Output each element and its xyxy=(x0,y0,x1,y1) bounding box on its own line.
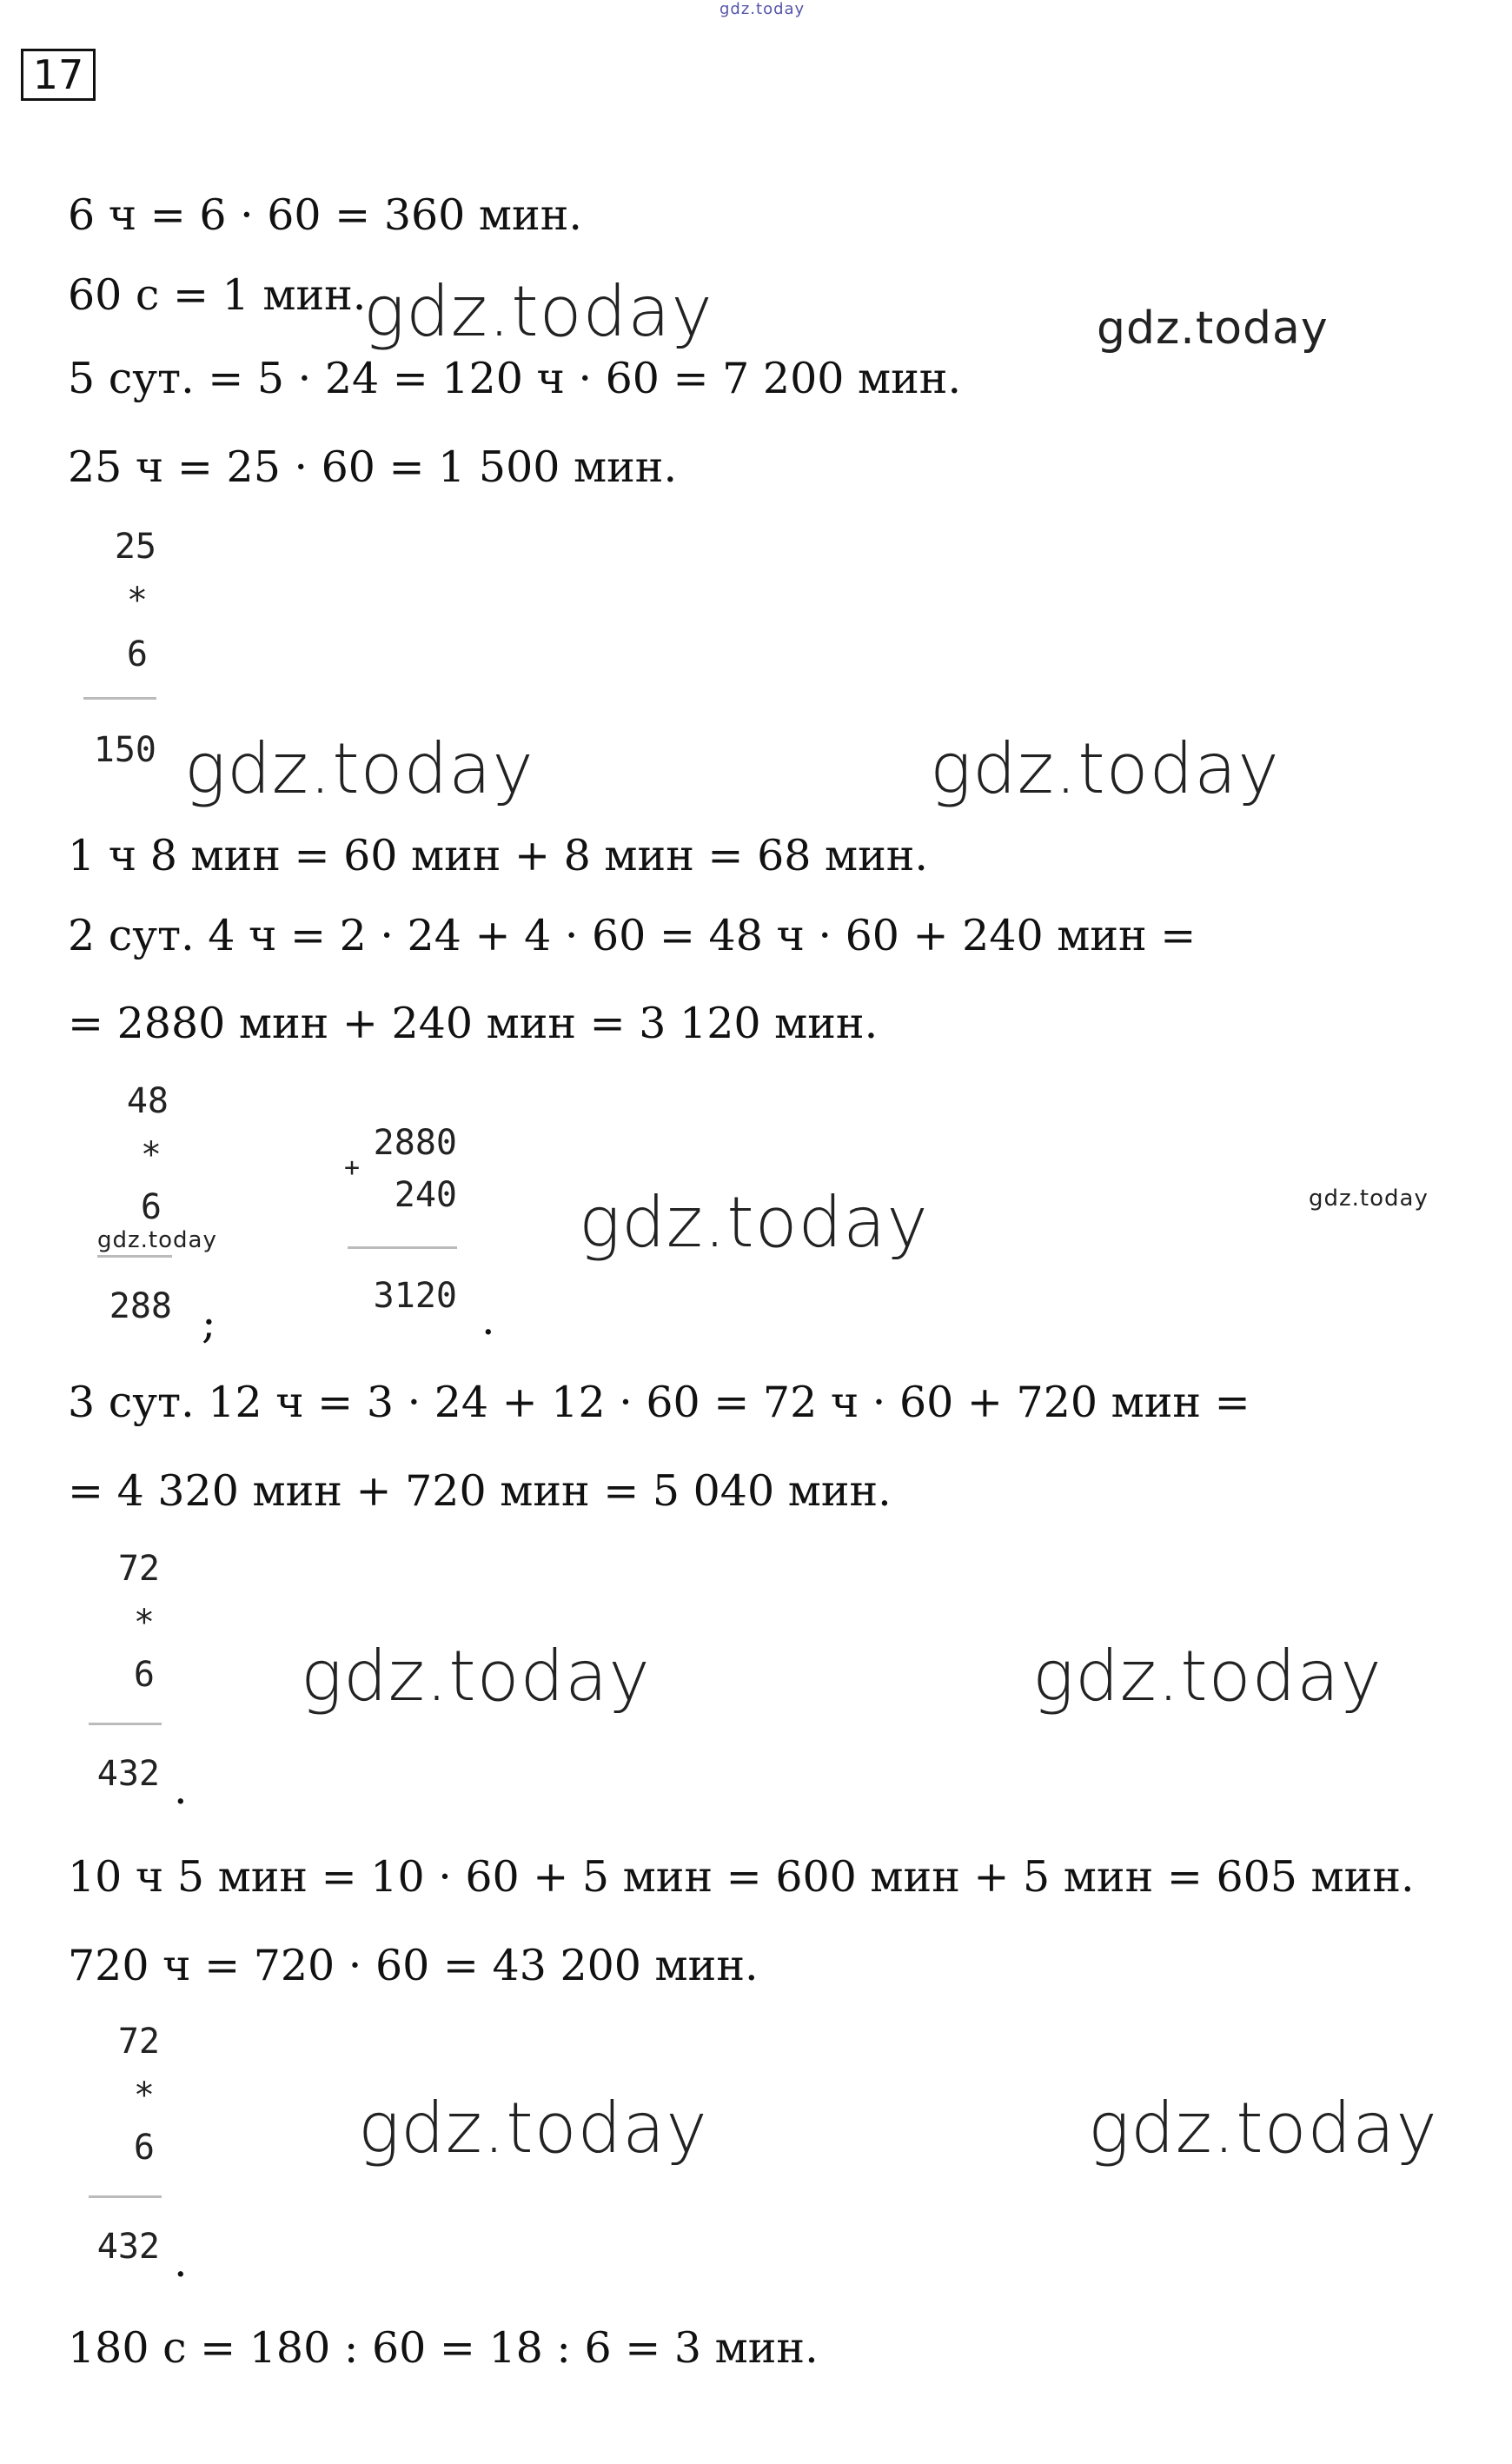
semicolon: ; xyxy=(202,1298,216,1348)
exercise-number: 17 xyxy=(21,49,96,101)
column-operator: * xyxy=(133,2075,155,2115)
solution-line-10: 10 ч 5 мин = 10 · 60 + 5 мин = 600 мин + 5 мин = 605 мин. xyxy=(68,1852,1415,1902)
watermark: gdz.today xyxy=(1097,302,1329,355)
watermark: gdz.today xyxy=(301,1636,651,1717)
solution-line-9: = 4 320 мин + 720 мин = 5 040 мин. xyxy=(68,1466,892,1516)
column-top: 72 xyxy=(117,2022,160,2062)
column-operator: * xyxy=(133,1603,155,1643)
column-result: 432 xyxy=(96,1754,160,1794)
column-rule xyxy=(97,1255,172,1258)
solution-line-6: 2 сут. 4 ч = 2 · 24 + 4 · 60 = 48 ч · 60 + 240 мин = xyxy=(68,911,1197,960)
solution-line-11: 720 ч = 720 · 60 = 43 200 мин. xyxy=(68,1941,759,1990)
column-top: 72 xyxy=(117,1549,160,1589)
column-result: 432 xyxy=(96,2227,160,2267)
column-rule xyxy=(83,697,156,700)
column-operator: + xyxy=(344,1152,361,1183)
column-bottom: 6 xyxy=(133,2128,155,2168)
watermark: gdz.today xyxy=(579,1182,929,1263)
column-top: 25 xyxy=(114,527,156,567)
column-bottom: 6 xyxy=(133,1655,155,1695)
solution-line-2: 60 с = 1 мин. xyxy=(68,270,367,320)
column-top: 48 xyxy=(126,1081,169,1121)
watermark: gdz.today xyxy=(1309,1186,1429,1212)
watermark: gdz.today xyxy=(1088,2088,1438,2168)
watermark: gdz.today xyxy=(358,2088,708,2168)
dot: . xyxy=(481,1295,495,1345)
solution-line-12: 180 с = 180 : 60 = 18 : 6 = 3 мин. xyxy=(68,2323,819,2373)
column-top: 2880 xyxy=(373,1123,457,1163)
column-operator: * xyxy=(140,1135,162,1175)
column-rule xyxy=(348,1246,457,1249)
watermark: gdz.today xyxy=(363,271,713,352)
column-operator: * xyxy=(126,581,148,621)
column-rule xyxy=(89,2195,162,2198)
column-result: 288 xyxy=(109,1286,172,1326)
watermark: gdz.today xyxy=(97,1227,217,1253)
watermark: gdz.today xyxy=(930,728,1280,809)
column-rule xyxy=(89,1723,162,1725)
solution-line-5: 1 ч 8 мин = 60 мин + 8 мин = 68 мин. xyxy=(68,831,929,880)
column-result: 3120 xyxy=(373,1276,457,1316)
solution-line-4: 25 ч = 25 · 60 = 1 500 мин. xyxy=(68,442,678,492)
solution-line-3: 5 сут. = 5 · 24 = 120 ч · 60 = 7 200 мин. xyxy=(68,354,962,403)
column-bottom: 240 xyxy=(394,1175,457,1215)
solution-line-8: 3 сут. 12 ч = 3 · 24 + 12 · 60 = 72 ч · 60 + 720 мин = xyxy=(68,1378,1250,1427)
header-watermark: gdz.today xyxy=(720,0,806,18)
watermark: gdz.today xyxy=(184,728,534,809)
dot: . xyxy=(174,2237,188,2287)
column-result: 150 xyxy=(93,730,156,770)
dot: . xyxy=(174,1764,188,1814)
solution-line-7: = 2880 мин + 240 мин = 3 120 мин. xyxy=(68,999,879,1048)
solution-line-1: 6 ч = 6 · 60 = 360 мин. xyxy=(68,190,582,240)
column-bottom: 6 xyxy=(140,1187,162,1227)
column-bottom: 6 xyxy=(126,634,148,674)
watermark: gdz.today xyxy=(1032,1636,1383,1717)
